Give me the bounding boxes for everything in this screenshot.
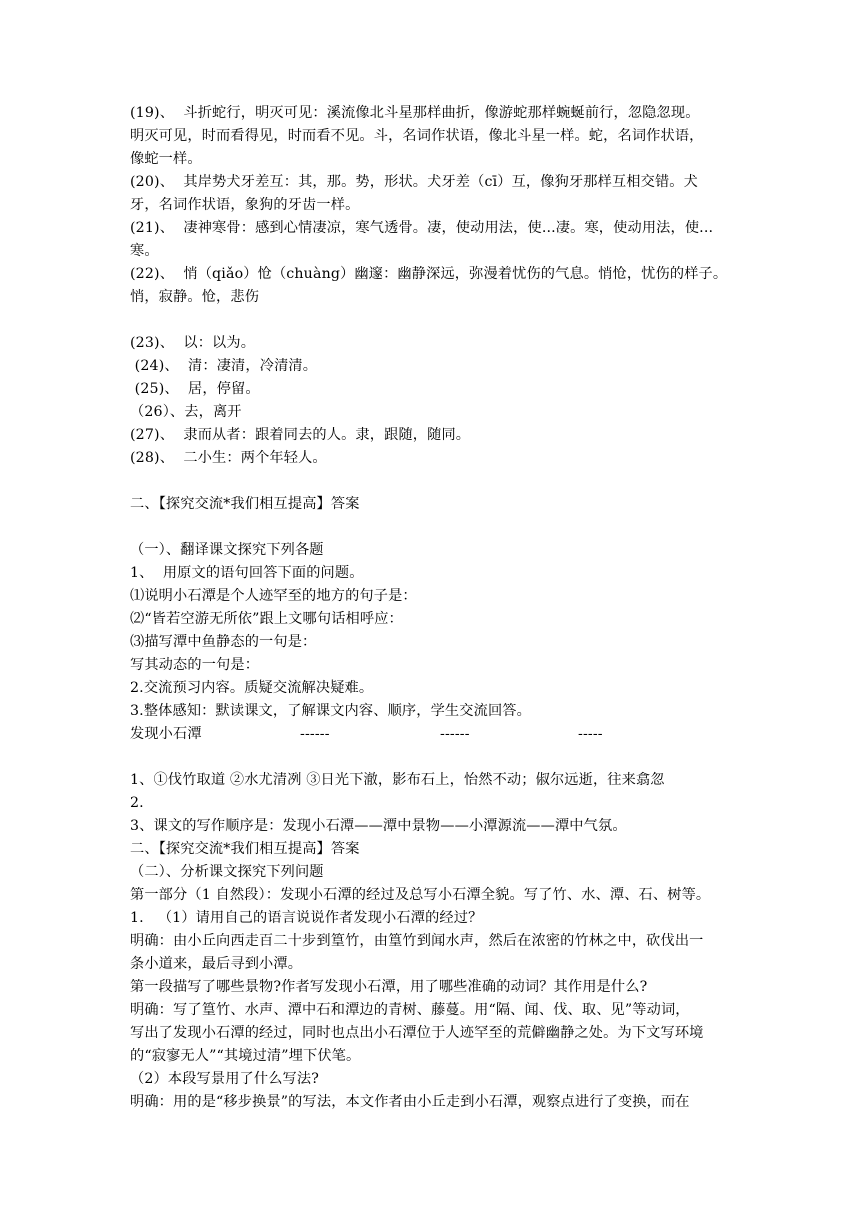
text-line: (21)、 凄神寒骨：感到心情凄凉，寒气透骨。凄，使动用法，使...凄。寒，使动用法，使... <box>130 220 714 236</box>
text-line: 二、【探究交流*我们相互提高】答案 <box>130 841 360 857</box>
text-line: （一）、翻译课文探究下列各题 <box>130 542 324 558</box>
answer-lines <box>130 746 734 1114</box>
sequence-start-label: 发现小石潭 <box>130 726 202 742</box>
text-line: 1、①伐竹取道 ②水尤清冽 ③日光下澈，影布石上，怡然不动；俶尔远逝，往来翕忽 <box>130 772 665 788</box>
blank-line <box>130 746 734 769</box>
text-line: 条小道来，最后寻到小潭。 <box>130 956 303 972</box>
text-line: (28)、 二小生：两个年轻人。 <box>130 450 327 466</box>
text-line: 的“寂寥无人”“其境过清”埋下伏笔。 <box>130 1048 361 1064</box>
blank-line <box>130 309 734 332</box>
text-line: 明确：写了篁竹、水声、潭中石和潭边的青树、藤蔓。用“隔、闻、伐、取、见”等动词， <box>130 1002 690 1018</box>
text-line: (22)、 悄（qiǎo）怆（chuàng）幽邃：幽静深远，弥漫着忧伤的气息。悄怆，忧伤的样子。 <box>130 266 728 282</box>
text-line: 像蛇一样。 <box>130 151 202 167</box>
text-line: ⑶描写潭中鱼静态的一句是： <box>130 634 317 650</box>
sequence-dash: ------ <box>440 726 470 742</box>
blank-line <box>130 470 734 493</box>
text-line: (24)、 清：凄清，冷清清。 <box>130 358 318 374</box>
document-body <box>130 102 734 1114</box>
text-line: 3、课文的写作顺序是：发现小石潭——潭中景物——小潭源流——潭中气氛。 <box>130 818 627 834</box>
text-line: （26）、去，离开 <box>130 404 242 420</box>
blank-line <box>130 516 734 539</box>
text-line: 第一段描写了哪些景物?作者写发现小石潭，用了哪些准确的动词？其作用是什么? <box>130 979 648 995</box>
text-line: (19)、 斗折蛇行，明灭可见：溪流像北斗星那样曲折，像游蛇那样蜿蜒前行，忽隐忽现。 <box>130 105 700 121</box>
text-line: (23)、 以：以为。 <box>130 335 256 351</box>
sequence-dash: ----- <box>578 726 603 742</box>
text-line: 明确：由小丘向西走百二十步到篁竹，由篁竹到闻水声，然后在浓密的竹林之中，砍伐出一 <box>130 933 704 949</box>
text-line: 寒。 <box>130 243 159 259</box>
text-line: 1、 用原文的语句回答下面的问题。 <box>130 565 364 581</box>
text-line: ⑵“皆若空游无所依”跟上文哪句话相呼应： <box>130 611 403 627</box>
text-line: 写其动态的一句是： <box>130 657 260 673</box>
text-line: 第一部分（1 自然段）：发现小石潭的经过及总写小石潭全貌。写了竹、水、潭、石、树等。 <box>130 887 711 903</box>
text-line: (25)、 居，停留。 <box>130 381 260 397</box>
text-line: 写出了发现小石潭的经过，同时也点出小石潭位于人迹罕至的荒僻幽静之处。为下文写环境 <box>130 1025 704 1041</box>
text-line: 明灭可见，时而看得见，时而看不见。斗，名词作状语，像北斗星一样。蛇，名词作状语， <box>130 128 704 144</box>
text-line: 二、【探究交流*我们相互提高】答案 <box>130 496 360 512</box>
text-line: (27)、 隶而从者：跟着同去的人。隶，跟随，随同。 <box>130 427 471 443</box>
sequence-row <box>130 723 734 746</box>
text-line: （二）、分析课文探究下列问题 <box>130 864 324 880</box>
text-line: 牙，名词作状语，象狗的牙齿一样。 <box>130 197 360 213</box>
text-line: 明确：用的是“移步换景”的写法，本文作者由小丘走到小石潭，观察点进行了变换，而在 <box>130 1094 690 1110</box>
text-line: 3.整体感知：默读课文，了解课文内容、顺序，学生交流回答。 <box>130 703 531 719</box>
text-line: 2. <box>130 795 144 811</box>
text-line: （2）本段写景用了什么写法? <box>130 1071 319 1087</box>
sequence-dash: ------ <box>300 726 330 742</box>
text-line: 悄，寂静。怆，悲伤 <box>130 289 260 305</box>
text-line: ⑴说明小石潭是个人迹罕至的地方的句子是： <box>130 588 417 604</box>
text-line: 1. （1）请用自己的语言说说作者发现小石潭的经过？ <box>130 910 483 926</box>
annotation-lines <box>130 102 734 723</box>
text-line: 2.交流预习内容。质疑交流解决疑难。 <box>130 680 374 696</box>
text-line: (20)、 其岸势犬牙差互：其，那。势，形状。犬牙差（cī）互，像狗牙那样互相交错。犬 <box>130 174 698 190</box>
